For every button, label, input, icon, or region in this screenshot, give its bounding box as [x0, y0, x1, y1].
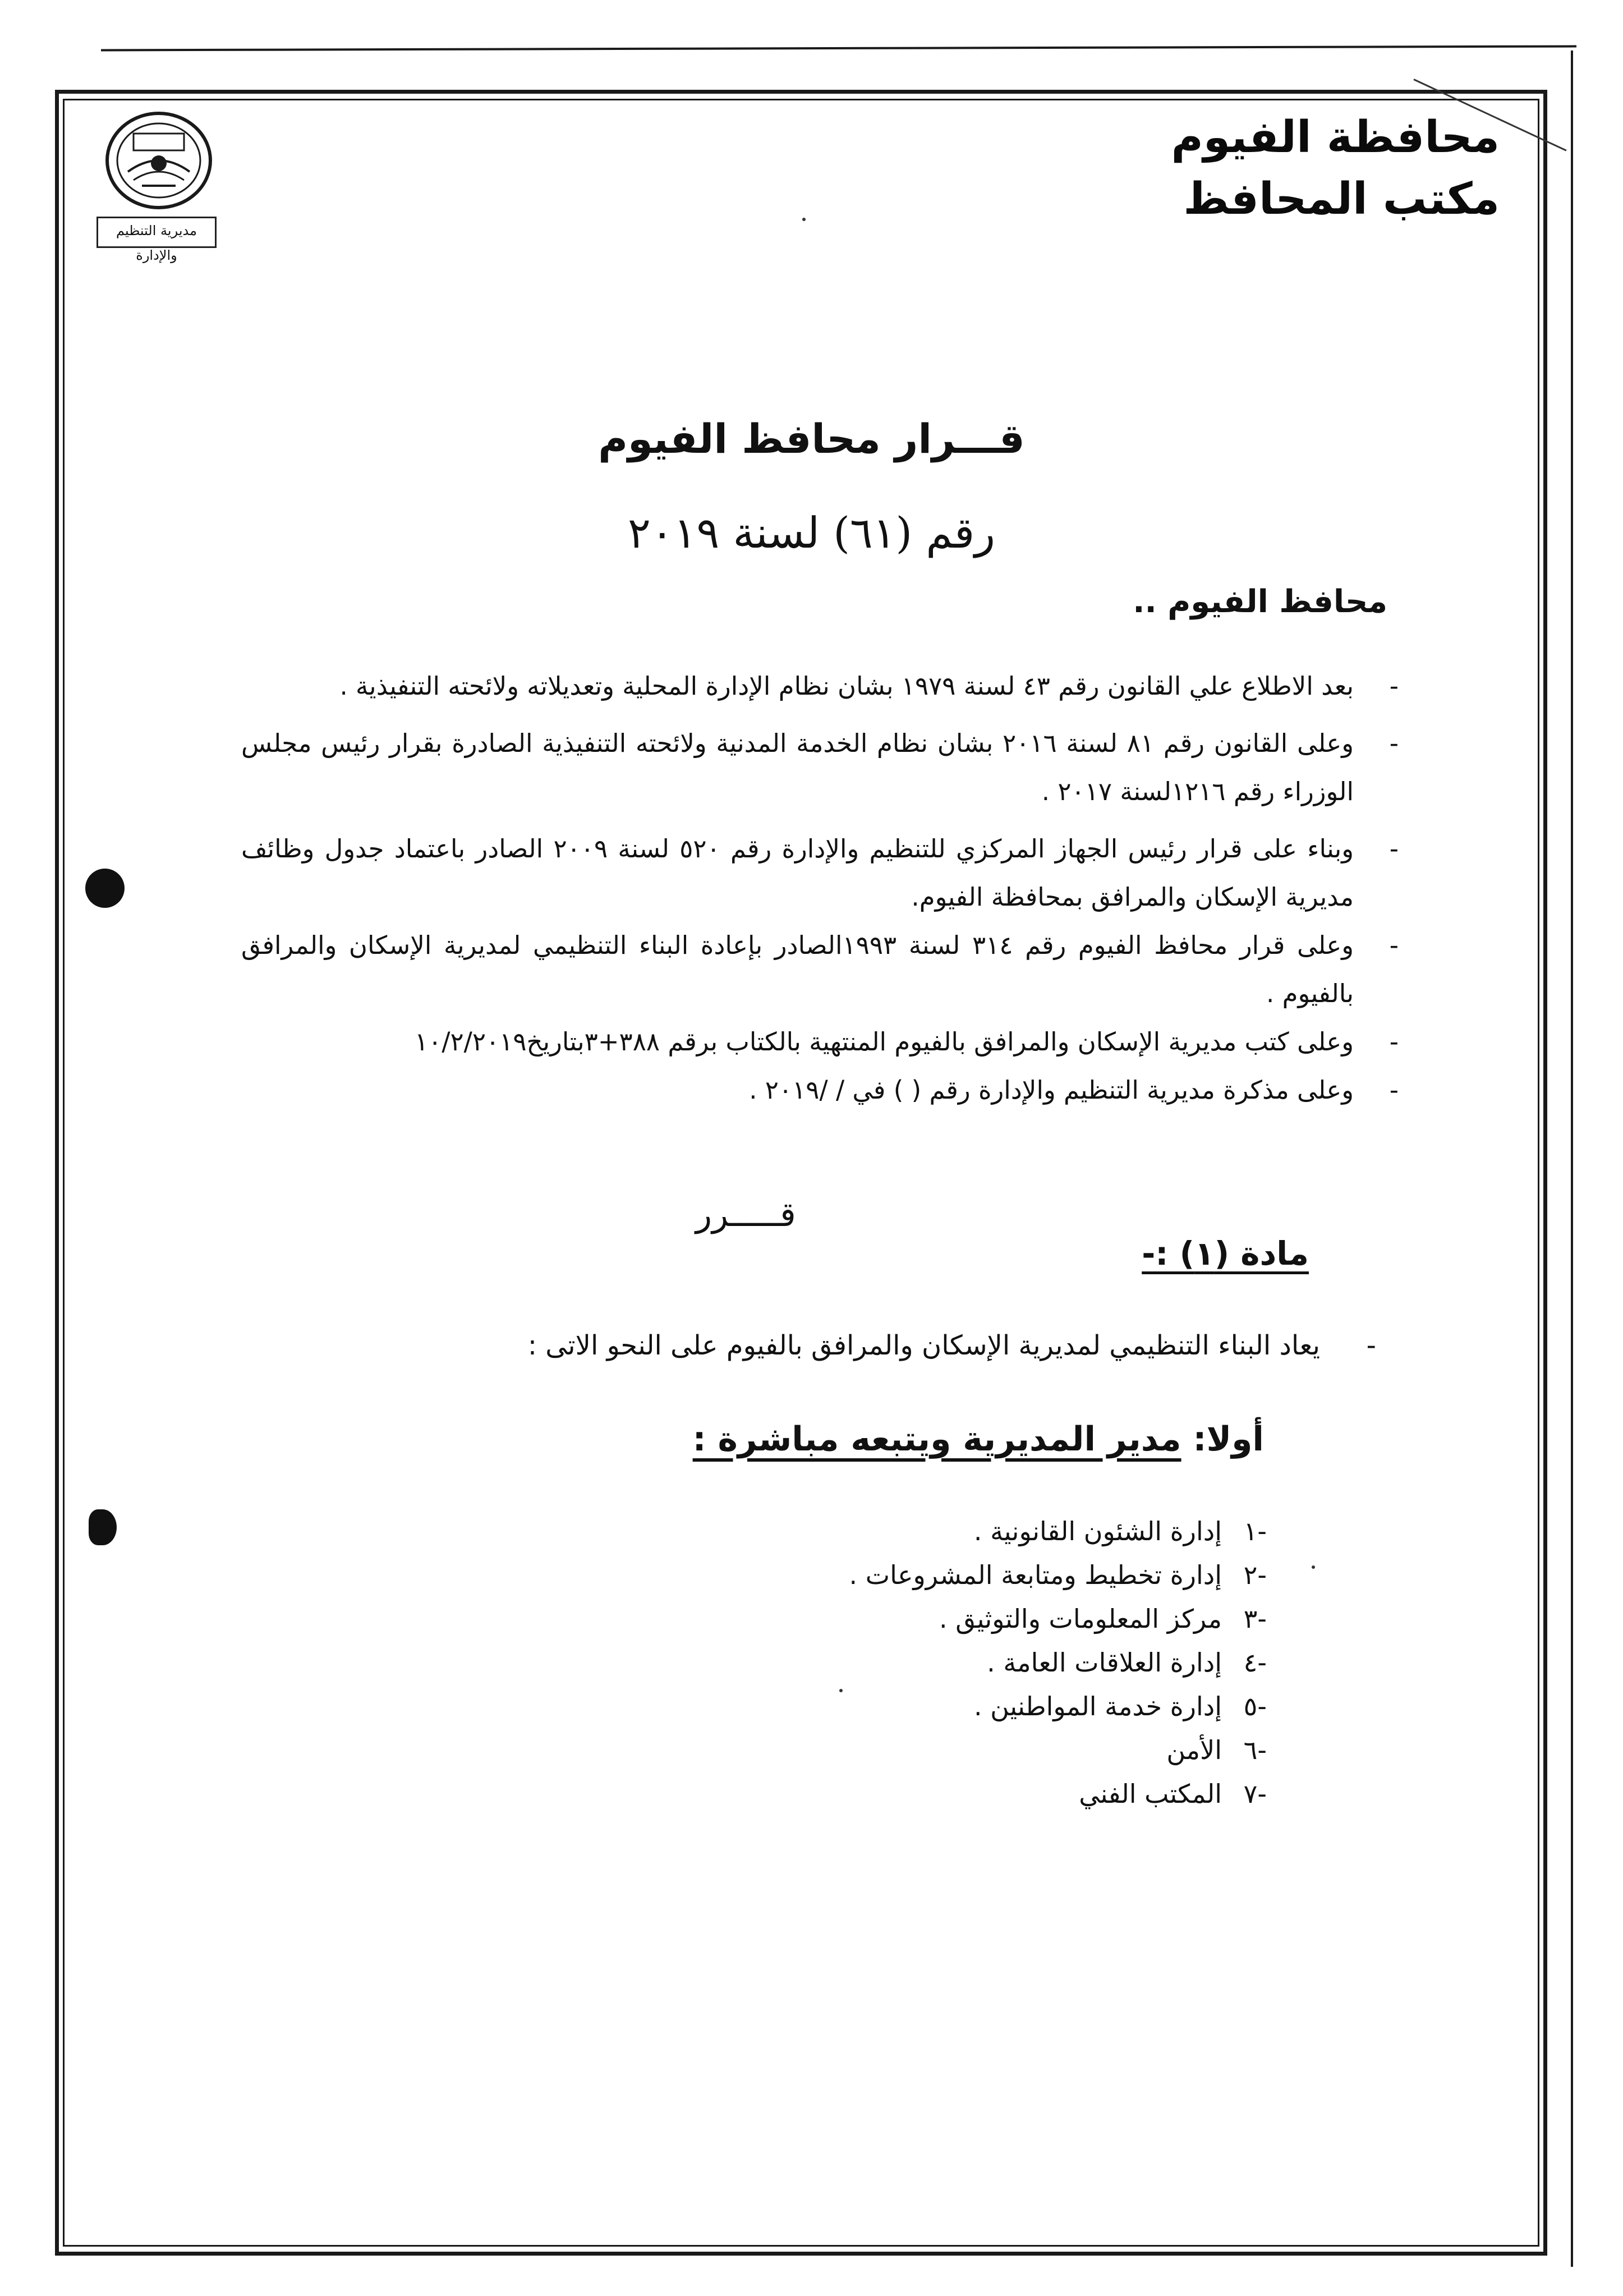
bullet-dash: -: [1389, 930, 1399, 960]
list-item: -٥إدارة خدمة المواطنين .: [973, 1691, 1267, 1721]
decision-title: قـــرار محافظ الفيوم: [598, 415, 1025, 462]
bullet-dash: -: [1389, 1027, 1399, 1057]
decision-word: قـــــرر: [696, 1195, 796, 1234]
list-item: -٣مركز المعلومات والتوثيق .: [939, 1604, 1267, 1634]
preamble-item: - بعد الاطلاع علي القانون رقم ٤٣ لسنة ١٩٧٩ بشان نظام الإدارة المحلية وتعديلاته ولائحته التنفيذية .: [241, 662, 1354, 710]
section-label: أولا:: [1193, 1420, 1264, 1459]
preamble-item: - وبناء على قرار رئيس الجهاز المركزي للتنظيم والإدارة رقم ٥٢٠ لسنة ٢٠٠٩ الصادر باعتماد جدول وظائف مديرية الإسكان والمرافق بمحافظة الفيوم.: [241, 825, 1354, 921]
section-title: مدير المديرية ويتبعه مباشرة :: [692, 1420, 1181, 1459]
scan-speck: [839, 1689, 843, 1692]
bullet-dash: -: [1389, 671, 1399, 701]
preamble-item: - وعلى مذكرة مديرية التنظيم والإدارة رقم ( ) في / /٢٠١٩ .: [241, 1066, 1354, 1114]
list-item: -٦الأمن: [1166, 1735, 1267, 1765]
punch-hole: [89, 1509, 117, 1545]
scan-speck: [802, 218, 806, 221]
bullet-dash: -: [1389, 728, 1399, 758]
list-item: -٧المكتب الفني: [1079, 1779, 1267, 1809]
list-item: -٤إدارة العلاقات العامة .: [987, 1647, 1267, 1678]
preamble-item: - وعلى القانون رقم ٨١ لسنة ٢٠١٦ بشان نظام الخدمة المدنية ولائحته التنفيذية الصادرة بقرار رئيس مجلس الوزراء رقم ١٢١٦لسنة ٢٠١٧ .: [241, 719, 1354, 816]
list-item: -١إدارة الشئون القانونية .: [973, 1516, 1267, 1546]
governorate-name: محافظة الفيوم: [1171, 112, 1500, 163]
bullet-dash: -: [1366, 1330, 1376, 1361]
office-name: مكتب المحافظ: [1183, 174, 1500, 224]
decision-number: رقم (٦١) لسنة ٢٠١٩: [628, 508, 995, 558]
preamble: [241, 662, 1399, 1114]
letterhead: [1171, 107, 1500, 230]
section-heading: [693, 1420, 1264, 1459]
bullet-dash: -: [1389, 1075, 1399, 1105]
article-heading: مادة (١) :-: [1142, 1234, 1309, 1273]
list-item: -٢إدارة تخطيط ومتابعة المشروعات .: [849, 1560, 1267, 1590]
addressee: محافظ الفيوم ..: [1133, 584, 1387, 620]
scan-speck: [1312, 1565, 1315, 1569]
preamble-item: - وعلى قرار محافظ الفيوم رقم ٣١٤ لسنة ١٩٩٣الصادر بإعادة البناء التنظيمي لمديرية الإسكان والمرافق بالفيوم .: [241, 921, 1354, 1018]
punch-hole: [85, 869, 125, 908]
seal-caption: مديرية التنظيم والإدارة: [96, 217, 217, 248]
scan-border-right: [1571, 50, 1573, 2267]
preamble-item: - وعلى كتب مديرية الإسكان والمرافق بالفيوم المنتهية بالكتاب برقم ٣٨٨+٣بتاريخ١٠/٢/٢٠١٩: [241, 1018, 1354, 1066]
units-list: [849, 1509, 1267, 1816]
reorganization-text: يعاد البناء التنظيمي لمديرية الإسكان والمرافق بالفيوم على النحو الاتى :: [527, 1330, 1320, 1361]
scan-border-top: [101, 45, 1576, 52]
bullet-dash: -: [1389, 834, 1399, 864]
